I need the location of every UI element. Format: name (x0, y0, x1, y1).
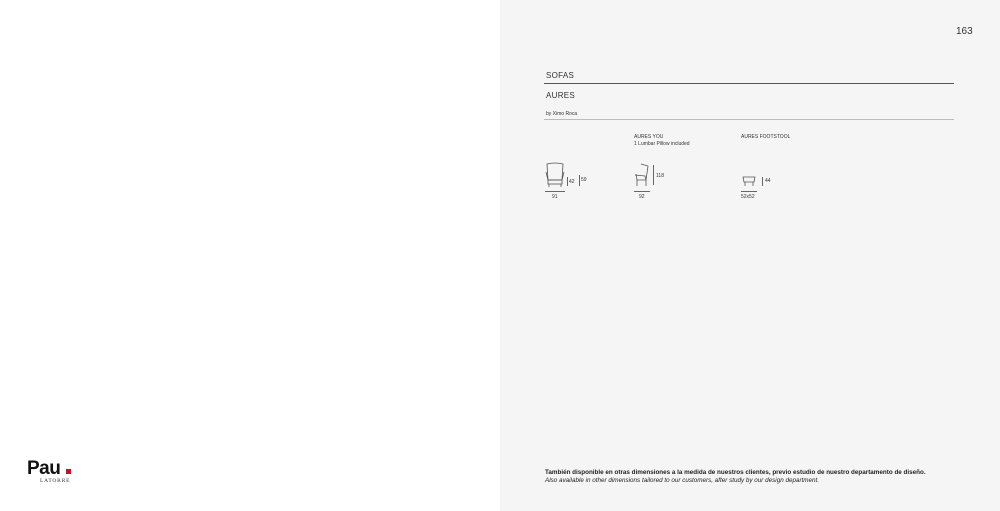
variant-you-header (634, 134, 690, 147)
brand-dot-icon (66, 469, 71, 474)
dim-footstool-width: 52x52 (741, 194, 755, 200)
armchair-front-icon (545, 162, 565, 190)
designer-credit: by Ximo Roca (546, 111, 578, 117)
variant-you-note: 1 Lumbar Pillow included (634, 140, 690, 147)
dim-you-width: 92 (639, 194, 645, 200)
brand-logo (27, 459, 87, 489)
dim-height: 59 (581, 177, 587, 183)
variant-footstool-name: AURES FOOTSTOOL (741, 134, 791, 140)
footer-note-en: Also available in other dimensions tailored to our customers, after study by our design department. (545, 477, 820, 484)
brand-name: Pau (27, 458, 61, 479)
product-title: AURES (546, 91, 576, 100)
variant-footstool-header (741, 134, 790, 141)
section-divider (544, 83, 954, 84)
height-tick (579, 175, 580, 186)
page-number: 163 (956, 26, 973, 37)
you-width-tick (634, 191, 650, 192)
seat-height-tick (567, 177, 568, 186)
section-title: SOFAS (546, 71, 575, 80)
dim-seat-height: 42 (569, 179, 575, 185)
product-divider (544, 119, 954, 120)
width-tick (545, 191, 565, 192)
right-page (500, 0, 1000, 511)
footstool-icon (742, 175, 756, 187)
variant-you-name: AURES YOU (634, 134, 664, 140)
footer-note-es: También disponible en otras dimensiones a la medida de nuestros clientes, previo estudio de nuestro departamento de diseño. (545, 469, 926, 476)
footstool-width-tick (741, 191, 757, 192)
armchair-side-icon (633, 163, 651, 189)
dim-footstool-height: 44 (765, 178, 771, 184)
you-height-tick (653, 165, 654, 185)
brand-subname: LATORRE (40, 478, 71, 484)
dim-width: 91 (552, 194, 558, 200)
dim-you-height: 118 (656, 173, 664, 179)
footstool-height-tick (762, 177, 763, 186)
